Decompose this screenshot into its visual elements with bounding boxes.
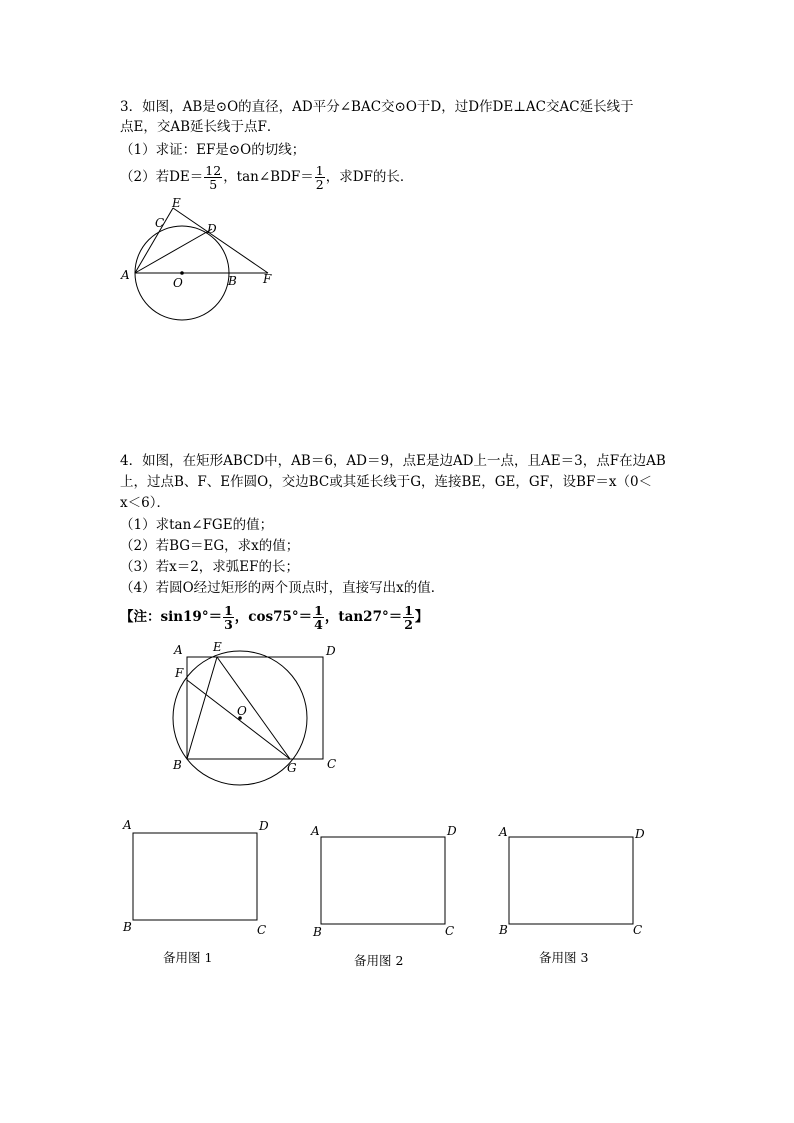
- q4-note-f2-num: 1: [314, 603, 323, 618]
- q4-note-d: 】: [414, 609, 429, 625]
- spare2-label-c: C: [445, 924, 455, 938]
- spare1-label-c: C: [257, 923, 267, 937]
- q3-label-f: F: [263, 272, 272, 286]
- q4-line2: 上，过点B、F、E作圆O，交边BC或其延长线于G，连接BE，GE，GF，设BF＝x（0＜: [120, 474, 653, 490]
- q4-line1: 4．如图，在矩形ABCD中，AB＝6，AD＝9，点E是边AD上一点，且AE＝3，点F在边AB: [120, 453, 666, 469]
- spare3-label-a: A: [499, 825, 508, 839]
- q4-label-f: F: [175, 666, 184, 680]
- q3-frac1-num: 12: [205, 163, 222, 178]
- spare1-label-b: B: [123, 920, 132, 934]
- q4-note-frac2: [313, 604, 324, 631]
- spare-figure-3: [495, 820, 660, 980]
- q4-note-f3-num: 1: [404, 603, 413, 618]
- q4-part2: （2）若BG＝EG，求x的值；: [120, 538, 300, 554]
- q4-note: [120, 604, 428, 631]
- q3-part2-c: ，求DF的长．: [325, 169, 414, 185]
- q4-label-g: G: [287, 761, 297, 775]
- q3-line1: 3．如图，AB是⊙O的直径，AD平分∠BAC交⊙O于D，过D作DE⊥AC交AC延长线于: [120, 99, 634, 115]
- spare1-label-d: D: [259, 819, 269, 833]
- q3-fraction-de: [204, 164, 222, 191]
- spare2-caption: 备用图 2: [354, 953, 404, 968]
- q4-line3: x＜6）．: [120, 495, 170, 511]
- q4-label-e: E: [213, 640, 222, 654]
- q3-part1: （1）求证：EF是⊙O的切线；: [120, 142, 306, 158]
- q3-figure: [110, 190, 300, 330]
- q4-note-c: ，tan27°＝: [324, 609, 403, 625]
- q3-part2-b: ，tan∠BDF＝: [223, 169, 314, 185]
- spare2-label-d: D: [447, 824, 457, 838]
- q4-note-a: 【注：sin19°＝: [120, 609, 223, 625]
- q4-label-d: D: [326, 644, 336, 658]
- q4-part4: （4）若圆O经过矩形的两个顶点时，直接写出x的值．: [120, 580, 445, 596]
- spare3-label-d: D: [635, 827, 645, 841]
- q4-note-f2-den: 4: [314, 617, 323, 632]
- spare3-caption: 备用图 3: [539, 950, 589, 965]
- spare-figure-2: [305, 820, 470, 980]
- spare1-caption: 备用图 1: [163, 950, 213, 965]
- q4-label-c: C: [327, 757, 337, 771]
- q4-part1: （1）求tan∠FGE的值；: [120, 517, 274, 533]
- q3-line2: 点E，交AB延长线于点F．: [120, 119, 281, 135]
- q4-figure: [165, 640, 350, 790]
- q3-label-a: A: [121, 268, 130, 282]
- spare2-label-b: B: [313, 925, 322, 939]
- q3-fraction-tan: [315, 164, 325, 191]
- q3-label-c: C: [155, 216, 165, 230]
- q3-label-o: O: [173, 276, 183, 290]
- q4-note-f1-num: 1: [224, 603, 233, 618]
- spare2-label-a: A: [311, 824, 320, 838]
- q4-note-b: ，cos75°＝: [234, 609, 313, 625]
- spare3-label-b: B: [499, 923, 508, 937]
- q3-part2: [120, 164, 413, 191]
- q4-label-o: O: [237, 704, 247, 718]
- q4-note-frac1: [223, 604, 234, 631]
- q3-part2-a: （2）若DE＝: [120, 169, 204, 185]
- q4-note-frac3: [403, 604, 414, 631]
- q3-label-d: D: [207, 222, 217, 236]
- q4-label-b: B: [173, 758, 182, 772]
- q3-label-e: E: [172, 196, 181, 210]
- spare3-label-c: C: [633, 923, 643, 937]
- q4-part3: （3）若x＝2，求弧EF的长；: [120, 559, 300, 575]
- spare-figure-1: [115, 815, 280, 975]
- q4-label-a: A: [174, 643, 183, 657]
- q3-label-b: B: [228, 274, 237, 288]
- spare1-label-a: A: [123, 818, 132, 832]
- q3-frac2-den: 2: [315, 177, 324, 192]
- q3-frac1-den: 5: [209, 177, 218, 192]
- q4-note-f3-den: 2: [404, 617, 413, 632]
- q4-note-f1-den: 3: [224, 617, 233, 632]
- q3-frac2-num: 1: [315, 163, 324, 178]
